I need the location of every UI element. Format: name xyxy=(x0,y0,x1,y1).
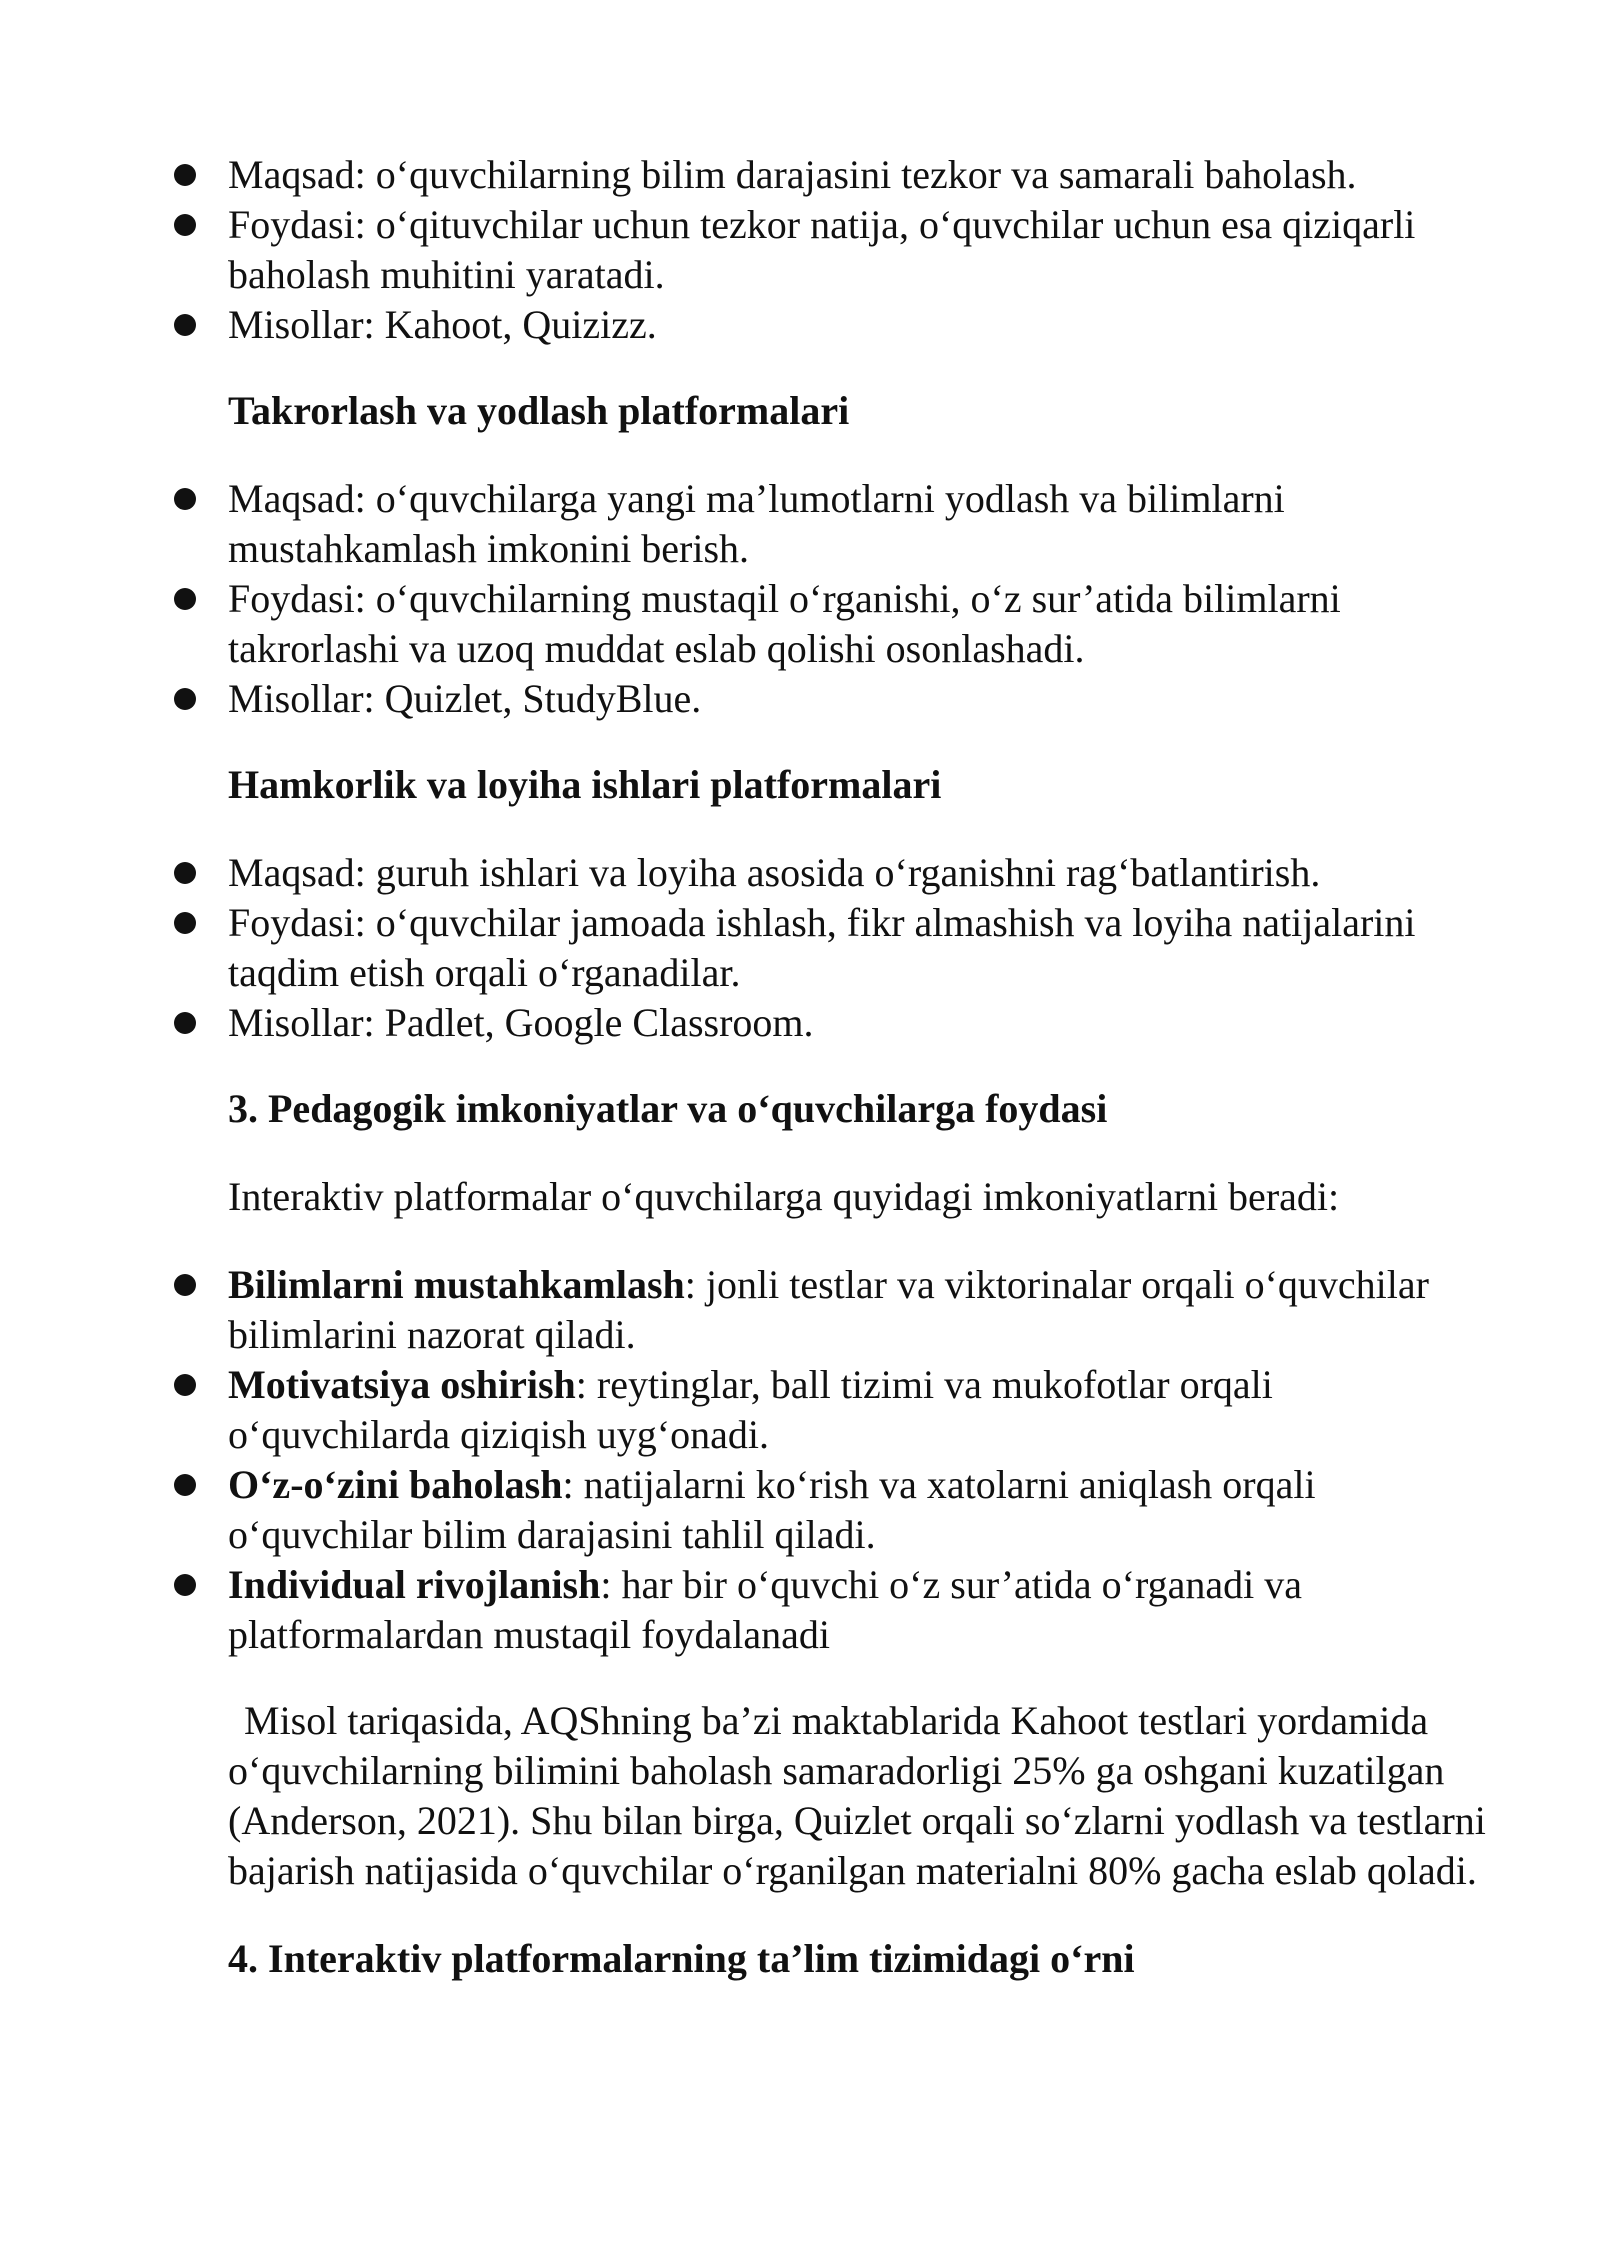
list-item-text: : jonli testlar va viktorinalar orqali o‘quvchilar bilimlarini nazorat qiladi. xyxy=(228,1262,1429,1357)
list-item xyxy=(228,300,1488,350)
bullet-icon xyxy=(174,862,196,884)
list-item-text: Misollar: Kahoot, Quizizz. xyxy=(228,302,657,347)
list-item-text: Foydasi: o‘quvchilar jamoada ishlash, fikr almashish va loyiha natijalarini taqdim etish orqali o‘rganadilar. xyxy=(228,900,1416,995)
example-paragraph: Misol tariqasida, AQShning ba’zi maktablarida Kahoot testlari yordamida o‘quvchilarning bilimini baholash samaradorligi 25% ga oshgani kuzatilgan (Anderson, 2021). Shu bilan birga, Quizlet orqali so‘zlarni yodlash va testlarni bajarish natijasida o‘quvchilar o‘rganilgan materialni 80% gacha eslab qoladi. xyxy=(228,1698,1486,1893)
bullet-icon xyxy=(174,1474,196,1496)
bullet-icon xyxy=(174,1012,196,1034)
bullet-icon xyxy=(174,912,196,934)
list-item xyxy=(228,898,1488,998)
list-item-term: O‘z-o‘zini baholash xyxy=(228,1462,563,1507)
bullet-icon xyxy=(174,1374,196,1396)
list-item-text: : natijalarni ko‘rish va xatolarni aniqlash orqali o‘quvchilar bilim darajasini tahlil qiladi. xyxy=(228,1462,1316,1557)
document-content xyxy=(228,150,1488,2022)
list-item xyxy=(228,1560,1488,1660)
list-item-term: Individual rivojlanish xyxy=(228,1562,601,1607)
bullet-icon xyxy=(174,588,196,610)
bullet-list-pedagogik xyxy=(228,1260,1488,1660)
list-item xyxy=(228,848,1488,898)
section-heading-pedagogik: 3. Pedagogik imkoniyatlar va o‘quvchilarga foydasi xyxy=(228,1086,1108,1131)
section-heading-hamkorlik: Hamkorlik va loyiha ishlari platformalari xyxy=(228,762,942,807)
bullet-icon xyxy=(174,1274,196,1296)
list-item xyxy=(228,674,1488,724)
list-item-term: Bilimlarni mustahkamlash xyxy=(228,1262,685,1307)
list-item-text: Maqsad: o‘quvchilarga yangi ma’lumotlarni yodlash va bilimlarni mustahkamlash imkonini berish. xyxy=(228,476,1285,571)
list-item-text: : har bir o‘quvchi o‘z sur’atida o‘rganadi va platformalardan mustaqil foydalanadi xyxy=(228,1562,1302,1657)
list-item-text: Maqsad: o‘quvchilarning bilim darajasini tezkor va samarali baholash. xyxy=(228,152,1357,197)
list-item xyxy=(228,1360,1488,1460)
list-item-text: Foydasi: o‘quvchilarning mustaqil o‘rganishi, o‘z sur’atida bilimlarni takrorlashi va uzoq muddat eslab qolishi osonlashadi. xyxy=(228,576,1341,671)
list-item xyxy=(228,998,1488,1048)
list-item xyxy=(228,200,1488,300)
bullet-icon xyxy=(174,314,196,336)
list-item-text: : reytinglar, ball tizimi va mukofotlar orqali o‘quvchilarda qiziqish uyg‘onadi. xyxy=(228,1362,1273,1457)
list-item xyxy=(228,1460,1488,1560)
list-item xyxy=(228,574,1488,674)
section-heading-4: 4. Interaktiv platformalarning ta’lim tizimidagi o‘rni xyxy=(228,1936,1135,1981)
list-item xyxy=(228,150,1488,200)
bullet-list-quiz xyxy=(228,150,1488,350)
bullet-list-takrorlash xyxy=(228,474,1488,724)
bullet-icon xyxy=(174,1574,196,1596)
list-item xyxy=(228,474,1488,574)
intro-paragraph: Interaktiv platformalar o‘quvchilarga quyidagi imkoniyatlarni beradi: xyxy=(228,1174,1340,1219)
bullet-list-hamkorlik xyxy=(228,848,1488,1048)
bullet-icon xyxy=(174,688,196,710)
list-item-term: Motivatsiya oshirish xyxy=(228,1362,576,1407)
section-heading-takrorlash: Takrorlash va yodlash platformalari xyxy=(228,388,850,433)
list-item-text: Misollar: Quizlet, StudyBlue. xyxy=(228,676,702,721)
list-item xyxy=(228,1260,1488,1360)
list-item-text: Foydasi: o‘qituvchilar uchun tezkor natija, o‘quvchilar uchun esa qiziqarli baholash muhitini yaratadi. xyxy=(228,202,1416,297)
list-item-text: Misollar: Padlet, Google Classroom. xyxy=(228,1000,814,1045)
bullet-icon xyxy=(174,164,196,186)
bullet-icon xyxy=(174,488,196,510)
list-item-text: Maqsad: guruh ishlari va loyiha asosida o‘rganishni rag‘batlantirish. xyxy=(228,850,1321,895)
bullet-icon xyxy=(174,214,196,236)
